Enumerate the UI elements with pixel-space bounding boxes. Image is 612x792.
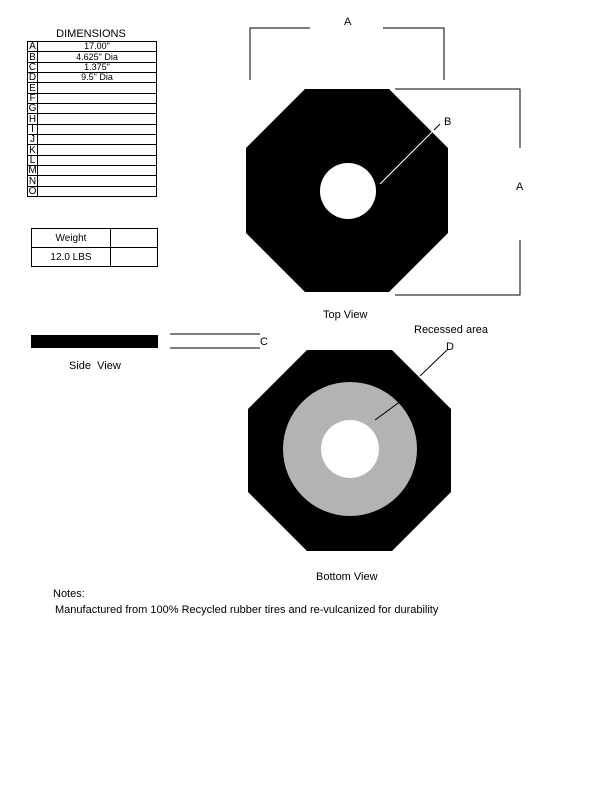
dimension-letter: H [28,113,37,125]
dimensions-title: DIMENSIONS [56,28,126,40]
callout-d-label: D [446,341,454,353]
callout-a-top-label: A [344,16,352,28]
side-view-label: Side View [69,360,121,372]
dimension-letter: O [28,185,37,197]
dimension-letter: G [28,103,37,115]
dimension-a-width-bracket-right [383,28,444,80]
dimension-letter: N [28,175,37,187]
dimension-value: 17.00" [38,42,157,52]
dimension-a-width-bracket [250,28,310,80]
dimension-letter: L [28,155,38,165]
dimension-value: 9.5" Dia [38,73,157,83]
callout-b-label: B [444,116,452,128]
recessed-area-leader [420,350,447,376]
dimension-value: 4.625" Dia [38,52,157,62]
callout-b-leader-tail [434,124,440,130]
weight-header: Weight [32,229,111,248]
bottom-view-center-hole [321,420,379,478]
recessed-area-label: Recessed area [414,324,488,336]
dimension-letter: C [28,61,37,73]
dimension-letter: F [29,92,36,104]
callout-c-label: C [260,336,268,348]
bottom-view-label: Bottom View [316,571,378,583]
dimension-letter: I [28,124,38,134]
dimension-letter: B [29,51,36,63]
weight-value: 12.0 LBS [32,248,111,267]
callout-a-right-label: A [516,181,524,193]
dimension-letter: A [29,41,36,53]
top-view-label: Top View [323,309,368,321]
side-view-profile [31,335,158,348]
dimension-letter: E [29,82,36,94]
notes-title: Notes: [53,588,85,600]
top-view-center-hole [320,163,376,219]
dimension-letter: J [28,135,38,145]
dimension-letter: D [28,72,37,84]
dimension-value: 1.375" [38,62,157,72]
dimension-letter: K [29,144,36,156]
dimension-letter: M [28,165,37,177]
notes-text: Manufactured from 100% Recycled rubber tires and re-vulcanized for durability [55,604,439,616]
